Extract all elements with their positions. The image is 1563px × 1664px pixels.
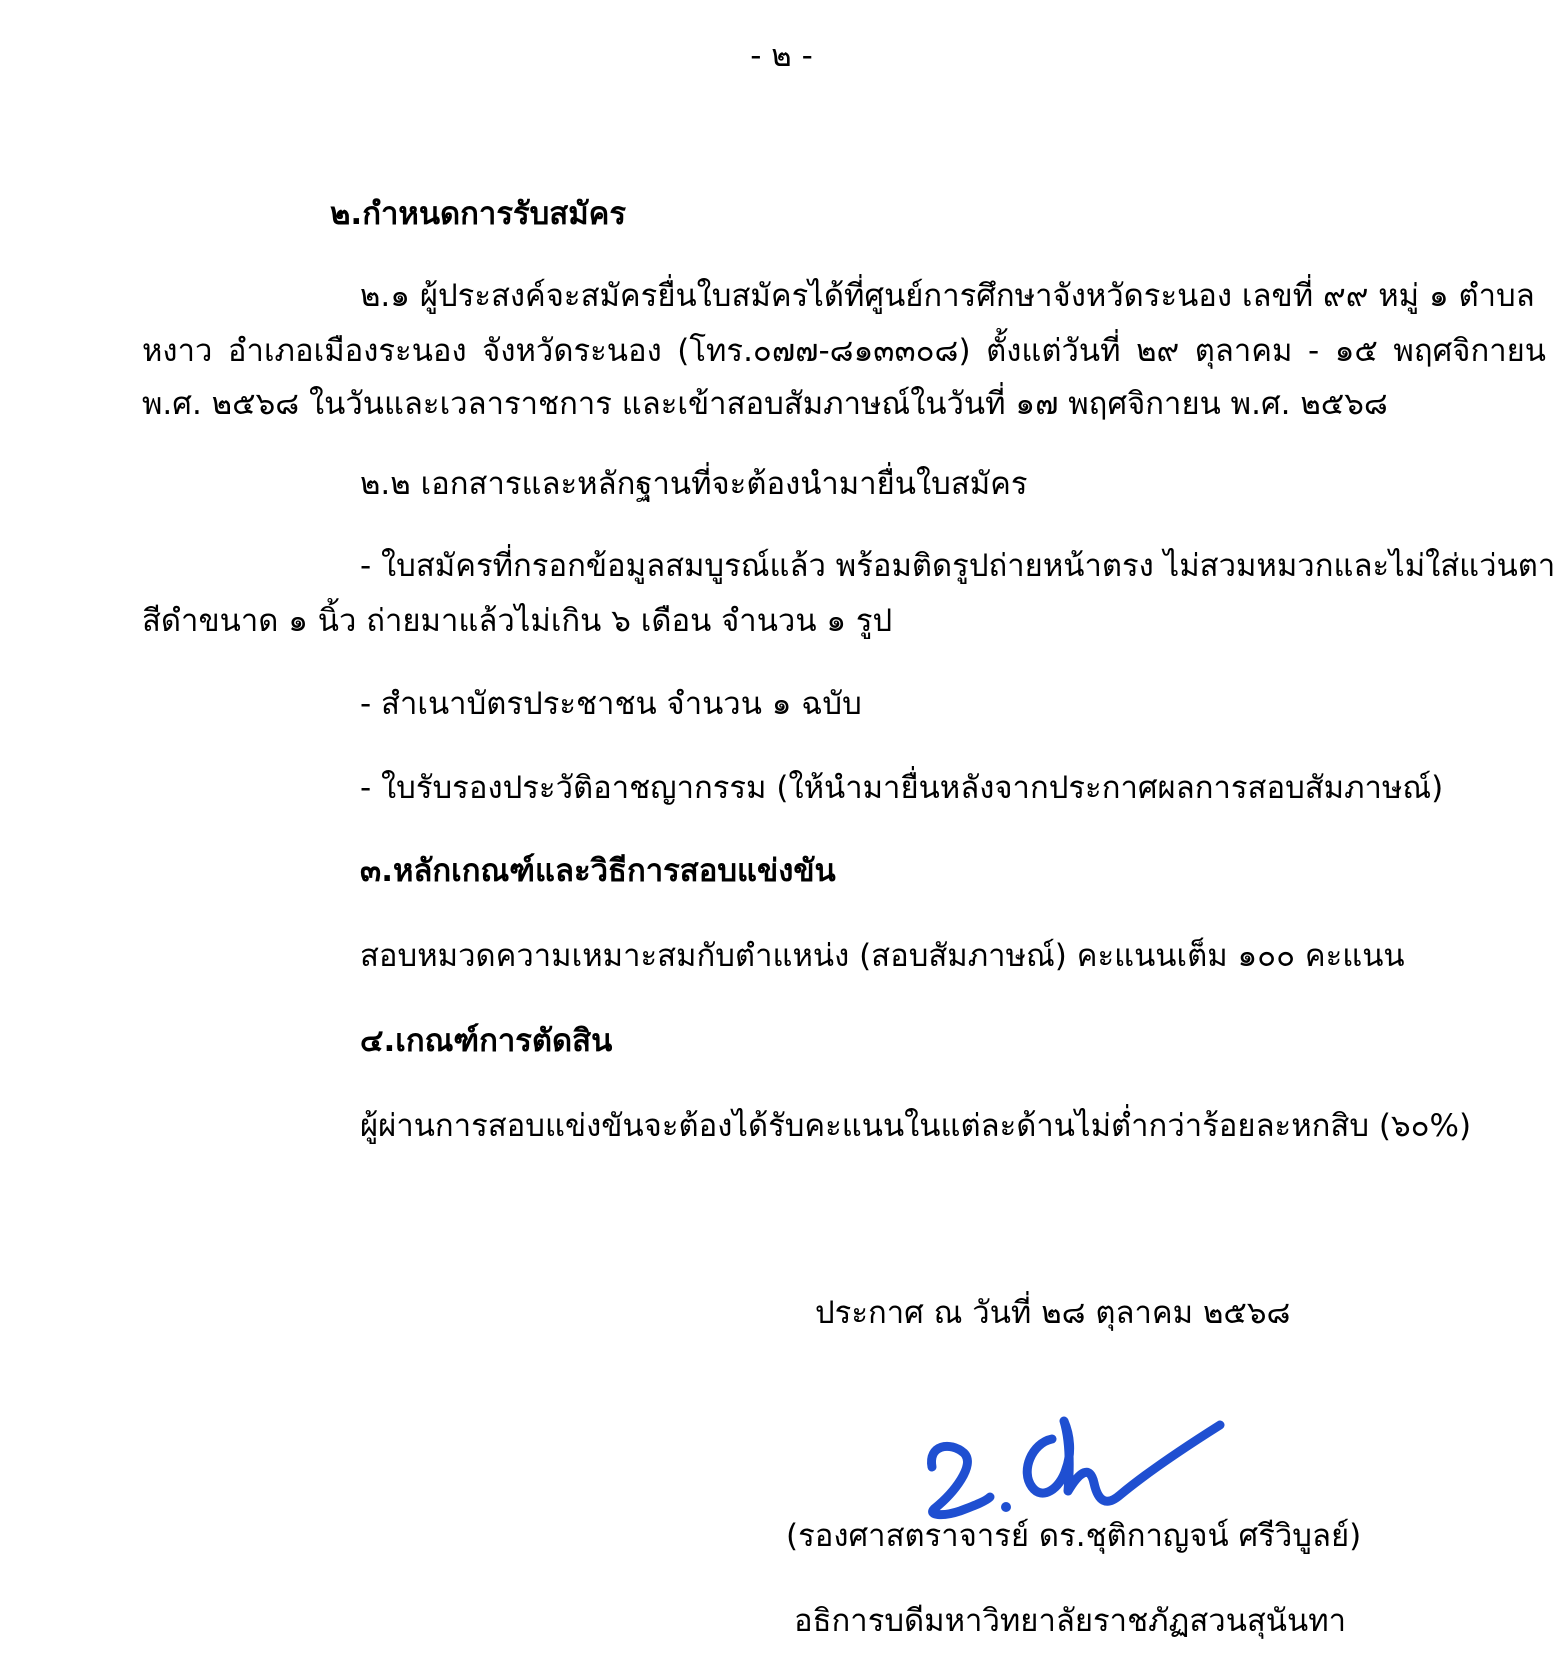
section-4-body: ผู้ผ่านการสอบแข่งขันจะต้องได้รับคะแนนในแต่ละด้านไม่ต่ำกว่าร้อยละหกสิบ (๖๐%) — [360, 1108, 1472, 1144]
section-2-heading: ๒.กำหนดการรับสมัคร — [330, 196, 627, 232]
section-2-2-heading: ๒.๒ เอกสารและหลักฐานที่จะต้องนำมายื่นใบสมัคร — [360, 466, 1028, 502]
section-4-heading: ๔.เกณฑ์การตัดสิน — [360, 1023, 613, 1059]
page-number: - ๒ - — [750, 38, 813, 74]
section-2-1-line-1: ๒.๑ ผู้ประสงค์จะสมัครยื่นใบสมัครได้ที่ศูนย์การศึกษาจังหวัดระนอง เลขที่ ๙๙ หมู่ ๑ ตำบล — [360, 278, 1535, 314]
section-3-heading: ๓.หลักเกณฑ์และวิธีการสอบแข่งขัน — [360, 853, 836, 889]
signatory-title: อธิการบดีมหาวิทยาลัยราชภัฏสวนสุนันทา — [794, 1603, 1347, 1639]
document-item-1-line-2: สีดำขนาด ๑ นิ้ว ถ่ายมาแล้วไม่เกิน ๖ เดือน จำนวน ๑ รูป — [142, 603, 893, 639]
document-item-1-line-1: - ใบสมัครที่กรอกข้อมูลสมบูรณ์แล้ว พร้อมติดรูปถ่ายหน้าตรง ไม่สวมหมวกและไม่ใส่แว่นตา — [360, 548, 1556, 584]
signature-stroke-1 — [932, 1446, 990, 1514]
document-item-3: - ใบรับรองประวัติอาชญากรรม (ให้นำมายื่นหลังจากประกาศผลการสอบสัมภาษณ์) — [360, 770, 1444, 806]
section-2-1-line-2: หงาว อำเภอเมืองระนอง จังหวัดระนอง (โทร.๐๗๗-๘๑๓๓๐๘) ตั้งแต่วันที่ ๒๙ ตุลาคม - ๑๕ พฤศจิกายน — [142, 333, 1546, 369]
section-3-body: สอบหมวดความเหมาะสมกับตำแหน่ง (สอบสัมภาษณ์) คะแนนเต็ม ๑๐๐ คะแนน — [360, 938, 1405, 974]
signature-stroke-2 — [1027, 1421, 1220, 1501]
section-2-1-line-3: พ.ศ. ๒๕๖๘ ในวันและเวลาราชการ และเข้าสอบสัมภาษณ์ในวันที่ ๑๗ พฤศจิกายน พ.ศ. ๒๕๖๘ — [142, 386, 1388, 422]
announcement-date: ประกาศ ณ วันที่ ๒๘ ตุลาคม ๒๕๖๘ — [815, 1295, 1291, 1331]
signatory-name: (รองศาสตราจารย์ ดร.ชุติกาญจน์ ศรีวิบูลย์) — [786, 1518, 1362, 1554]
document-item-2: - สำเนาบัตรประชาชน จำนวน ๑ ฉบับ — [360, 686, 862, 722]
